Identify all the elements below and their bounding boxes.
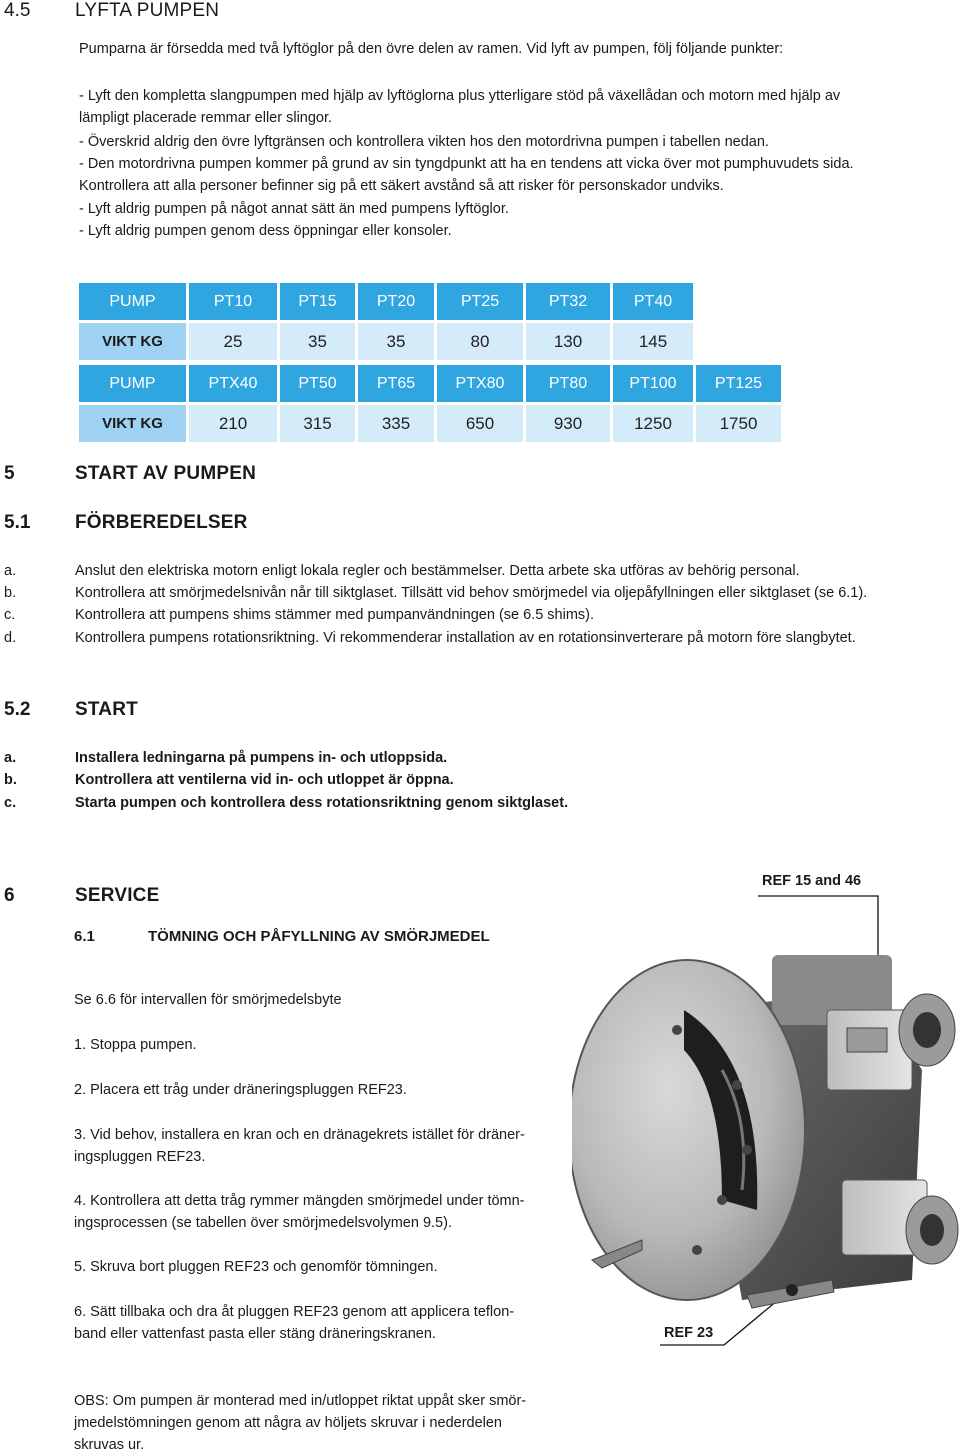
lifting-line-1: - Lyft den kompletta slangpumpen med hjälp av lyftöglorna plus ytterligare stöd på växellådan och motorn med hjälp av [79,88,841,104]
list-item: Kontrollera att pumpens shims stämmer med pumpanvändningen (se 6.5 shims). [75,607,595,623]
table-model: PT50 [280,365,355,402]
table-model: PT25 [437,283,523,320]
table-model: PT32 [526,283,610,320]
table-model: PT100 [613,365,693,402]
list-item: Anslut den elektriska motorn enligt lokala regler och bestämmelser. Detta arbete ska utföras av behörig personal. [75,563,800,579]
list-item: Starta pumpen och kontrollera dess rotationsriktning genom siktglaset. [75,795,569,811]
pump-image [572,950,960,1320]
weight-table-1 [79,283,693,360]
list-label: c. [4,795,17,811]
ref-label-top: REF 15 and 46 [762,873,862,889]
section-title: START [75,699,138,720]
drain-plug [786,1284,798,1296]
list-item: Kontrollera att smörjmedelsnivån når till siktglaset. Tillsätt vid behov smörjmedel via oljepåfyllningen eller siktglaset (se 6.1). [75,585,868,601]
subsection-number: 6.1 [74,928,95,945]
sight-window [847,1028,887,1052]
table-weight: 315 [280,405,355,442]
table-model: PT20 [358,283,434,320]
list-label: a. [4,563,17,579]
table-weight: 210 [189,405,277,442]
list-item: Kontrollera pumpens rotationsriktning. Vi rekommenderar installation av en rotationsinverterare på motorn före slangbytet. [75,630,856,646]
list-item: Installera ledningarna på pumpens in- och utloppsida. [75,750,448,766]
bolt [732,1080,742,1090]
ref-label-bottom: REF 23 [664,1325,714,1341]
interval-note: Se 6.6 för intervallen för smörjmedelsbyte [74,992,342,1008]
step-4-line-2: ingsprocessen (se tabellen över smörjmedelsvolymen 9.5). [74,1215,452,1231]
section-title: START AV PUMPEN [75,463,257,484]
table-model: PTX40 [189,365,277,402]
step-4-line-1: 4. Kontrollera att detta tråg rymmer mängden smörjmedel under tömn- [74,1193,525,1209]
table-weight: 130 [526,323,610,360]
obs-line-3: skruvas ur. [74,1437,145,1453]
step-6-line-2: band eller vattenfast pasta eller stäng dräneringskranen. [74,1326,436,1342]
list-label: a. [4,750,17,766]
table-weight: 650 [437,405,523,442]
step-2: 2. Placera ett tråg under dräneringspluggen REF23. [74,1082,407,1098]
obs-line-1: OBS: Om pumpen är monterad med in/utloppet riktat uppåt sker smör- [74,1393,527,1409]
bolt [692,1245,702,1255]
bolt [717,1195,727,1205]
obs-line-2: jmedelstömningen genom att några av höljets skruvar i nederdelen [74,1415,502,1431]
leader-line-top [758,896,878,956]
weight-table-2 [79,365,781,442]
list-item: Kontrollera att ventilerna vid in- och utloppet är öppna. [75,772,454,788]
table-weight: 1250 [613,405,693,442]
list-label: b. [4,585,17,601]
table-weight: 930 [526,405,610,442]
section-number: 6 [4,885,15,906]
step-5: 5. Skruva bort pluggen REF23 och genomför tömningen. [74,1259,438,1275]
table-weight: 80 [437,323,523,360]
section-number: 5 [4,463,15,484]
table-model: PT65 [358,365,434,402]
section-title: LYFTA PUMPEN [75,0,220,21]
section-number: 5.1 [4,512,31,533]
lifting-line-3: - Överskrid aldrig den övre lyftgränsen och kontrollera vikten hos den motordrivna pumpen i tabellen nedan. [79,134,769,150]
list-label: b. [4,772,17,788]
table-model: PT15 [280,283,355,320]
table-weight: 145 [613,323,693,360]
lifting-line-5: Kontrollera att alla personer befinner sig på ett säkert avstånd så att risker för personskador undviks. [79,178,724,194]
section-title: SERVICE [75,885,160,906]
table-header-weight: VIKT KG [79,405,186,442]
lifting-line-2: lämpligt placerade remmar eller slingor. [79,110,333,126]
table-model: PT40 [613,283,693,320]
flange-bottom-bore [920,1214,944,1246]
flange-top-bore [913,1012,941,1048]
table-weight: 35 [358,323,434,360]
list-label: c. [4,607,16,623]
table-model: PT80 [526,365,610,402]
lifting-line-6: - Lyft aldrig pumpen på något annat sätt än med pumpens lyftöglor. [79,201,509,217]
bolt [672,1025,682,1035]
step-3-line-2: ingspluggen REF23. [74,1149,206,1165]
subsection-title: TÖMNING OCH PÅFYLLNING AV SMÖRJMEDEL [148,928,490,945]
step-3-line-1: 3. Vid behov, installera en kran och en dränagekrets istället för dräner- [74,1127,525,1143]
bolt [742,1145,752,1155]
step-6-line-1: 6. Sätt tillbaka och dra åt pluggen REF23 genom att applicera teflon- [74,1304,515,1320]
lifting-line-7: - Lyft aldrig pumpen genom dess öppningar eller konsoler. [79,223,452,239]
table-weight: 25 [189,323,277,360]
table-weight: 1750 [696,405,781,442]
table-weight: 335 [358,405,434,442]
table-model: PT10 [189,283,277,320]
table-header-pump: PUMP [79,365,186,402]
list-label: d. [4,630,17,646]
front-cover [572,960,805,1300]
step-1: 1. Stoppa pumpen. [74,1037,197,1053]
section-title: FÖRBEREDELSER [75,512,248,533]
section-number: 4.5 [4,0,31,21]
table-model: PTX80 [437,365,523,402]
section-number: 5.2 [4,699,31,720]
table-header-weight: VIKT KG [79,323,186,360]
table-weight: 35 [280,323,355,360]
table-header-pump: PUMP [79,283,186,320]
table-model: PT125 [696,365,781,402]
lifting-line-4: - Den motordrivna pumpen kommer på grund av sin tyngdpunkt att ha en tendens att vicka över mot pumphuvudets sida. [79,156,854,172]
intro-paragraph: Pumparna är försedda med två lyftöglor på den övre delen av ramen. Vid lyft av pumpen, följ följande punkter: [79,41,784,57]
